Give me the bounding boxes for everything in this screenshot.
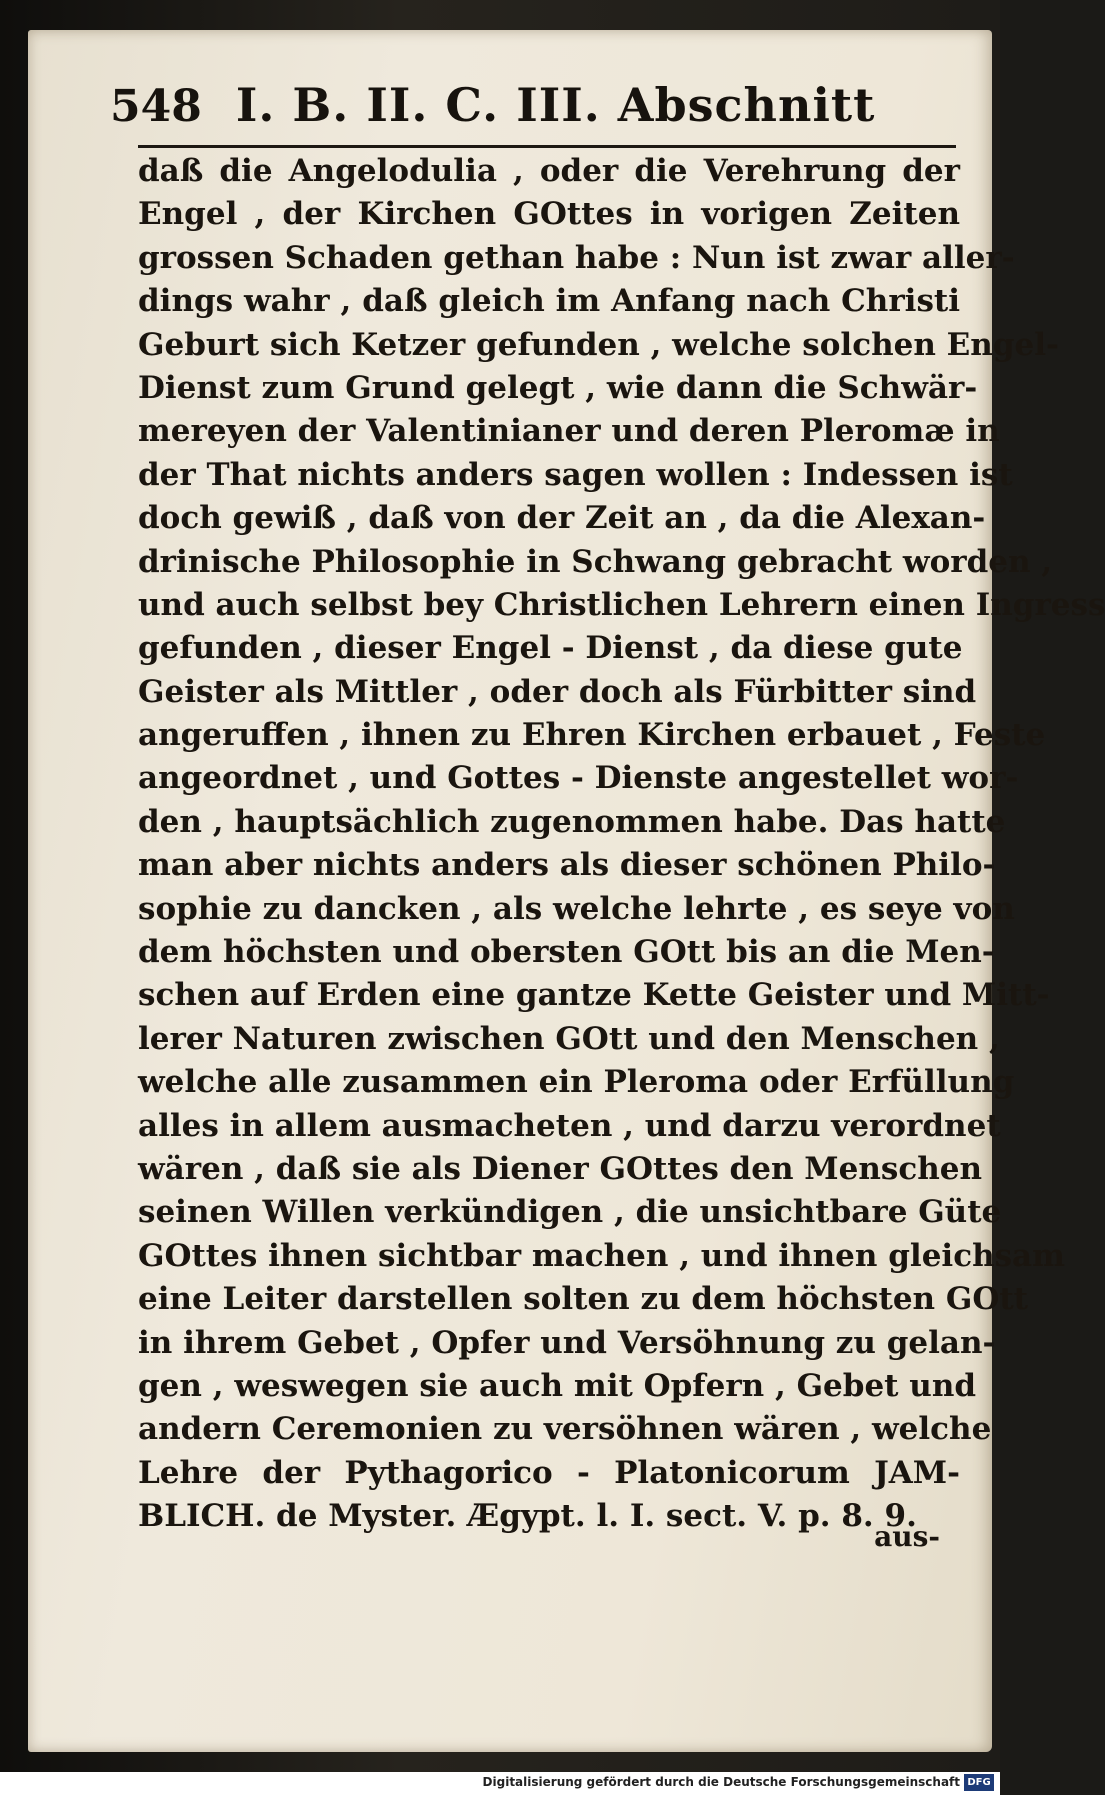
- header-rule: [138, 145, 956, 148]
- text-line: alles in allem ausmacheten , und darzu verordnet: [138, 1107, 1001, 1144]
- text-line: und auch selbst bey Christlichen Lehrern einen Ingress: [138, 586, 1105, 623]
- text-line: dings wahr , daß gleich im Anfang nach Christi: [138, 283, 960, 320]
- text-line: sophie zu dancken , als welche lehrte , es seye von: [138, 890, 1015, 927]
- text-line: Engel , der Kirchen GOttes in vorigen Zeiten: [138, 196, 960, 233]
- text-line: Geister als Mittler , oder doch als Fürbitter sind: [138, 673, 977, 710]
- text-line: angeruffen , ihnen zu Ehren Kirchen erbauet , Feste: [138, 717, 1046, 754]
- text-line: wären , daß sie als Diener GOttes den Menschen: [138, 1150, 982, 1187]
- text-line: GOttes ihnen sichtbar machen , und ihnen gleichsam: [138, 1237, 1065, 1274]
- text-line: schen auf Erden eine gantze Kette Geister und Mitt-: [138, 977, 1050, 1014]
- text-line: Lehre der Pythagorico - Platonicorum JAM-: [138, 1454, 960, 1491]
- running-head: [110, 78, 970, 148]
- text-line: den , hauptsächlich zugenommen habe. Das hatte: [138, 803, 1006, 840]
- page-number: 548: [110, 81, 202, 132]
- text-line: lerer Naturen zwischen GOtt und den Menschen ,: [138, 1020, 1000, 1057]
- text-line: eine Leiter darstellen solten zu dem höchsten GOtt: [138, 1281, 1028, 1318]
- text-line: BLICH. de Myster. Ægypt. l. I. sect. V. p. 8. 9.: [138, 1498, 917, 1535]
- text-line: daß die Angelodulia , oder die Verehrung der: [138, 153, 960, 189]
- text-line: gefunden , dieser Engel - Dienst , da diese gute: [138, 630, 963, 667]
- running-head-title: I. B. II. C. III. Abschnitt: [235, 78, 876, 132]
- text-line: doch gewiß , daß von der Zeit an , da die Alexan-: [138, 500, 986, 537]
- text-line: Geburt sich Ketzer gefunden , welche solchen Engel-: [138, 326, 1059, 363]
- text-line: dem höchsten und obersten GOtt bis an die Men-: [138, 934, 995, 971]
- text-line: seinen Willen verkündigen , die unsichtbare Güte: [138, 1194, 1002, 1231]
- text-line: der That nichts anders sagen wollen : Indessen ist: [138, 456, 1013, 493]
- text-line: mereyen der Valentinianer und deren Pleromæ in: [138, 413, 1000, 450]
- text-line: drinische Philosophie in Schwang gebracht worden ,: [138, 543, 1053, 580]
- text-line: andern Ceremonien zu versöhnen wären , welche: [138, 1411, 992, 1448]
- catchword: aus-: [874, 1520, 940, 1553]
- text-line: in ihrem Gebet , Opfer und Versöhnung zu gelan-: [138, 1324, 996, 1361]
- footer-bar: [0, 1772, 1000, 1795]
- body-text: [138, 150, 1105, 1539]
- text-line: Dienst zum Grund gelegt , wie dann die Schwär-: [138, 369, 978, 406]
- digitization-credit: Digitalisierung gefördert durch die Deutsche Forschungsgemeinschaft: [482, 1775, 960, 1789]
- text-line: gen , weswegen sie auch mit Opfern , Gebet und: [138, 1367, 977, 1404]
- text-line: grossen Schaden gethan habe : Nun ist zwar aller-: [138, 239, 1015, 276]
- text-line: man aber nichts anders als dieser schönen Philo-: [138, 847, 996, 884]
- dfg-logo-icon: DFG: [964, 1774, 994, 1791]
- text-line: welche alle zusammen ein Pleroma oder Erfüllung: [138, 1064, 1015, 1101]
- text-line: angeordnet , und Gottes - Dienste angestellet wor-: [138, 760, 1019, 797]
